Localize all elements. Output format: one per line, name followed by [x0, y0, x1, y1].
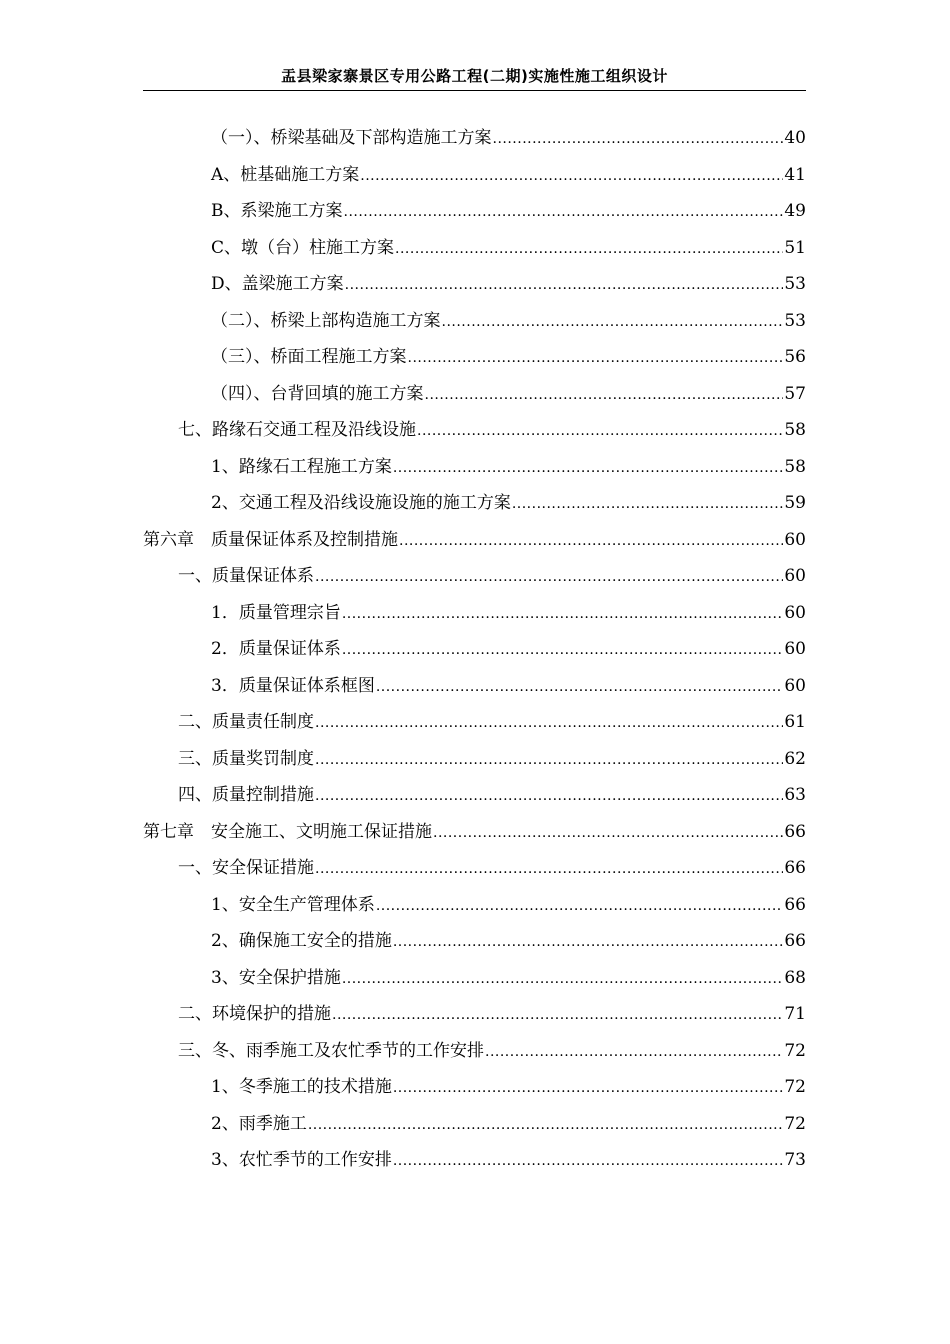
toc-entry-label: 2、交通工程及沿线设施设施的施工方案 — [211, 493, 511, 513]
toc-entry[interactable] — [143, 414, 806, 451]
toc-entry-label: 七、路缘石交通工程及沿线设施 — [178, 420, 416, 440]
toc-page-number: 72 — [784, 1040, 806, 1061]
toc-dot-leader — [315, 853, 783, 885]
toc-page-number: 72 — [784, 1077, 806, 1097]
toc-entry-label: 2、确保施工安全的措施 — [211, 931, 392, 951]
toc-entry[interactable] — [143, 1108, 806, 1145]
toc-dot-leader — [315, 780, 783, 812]
toc-dot-leader — [485, 1036, 783, 1068]
toc-entry-label: 第七章 安全施工、文明施工保证措施 — [143, 821, 432, 842]
toc-entry[interactable] — [143, 743, 806, 780]
toc-page-number: 59 — [784, 493, 806, 513]
toc-entry-label: 1．质量管理宗旨 — [211, 602, 341, 623]
toc-dot-leader — [342, 634, 784, 666]
toc-page-number: 63 — [784, 785, 806, 805]
toc-entry[interactable] — [143, 305, 806, 342]
toc-entry-label: C、墩（台）柱施工方案 — [211, 237, 395, 258]
toc-entry[interactable] — [143, 633, 806, 670]
toc-dot-leader — [417, 415, 783, 447]
toc-page-number: 60 — [784, 639, 806, 659]
toc-dot-leader — [376, 671, 784, 703]
toc-dot-leader — [315, 744, 783, 776]
toc-page-number: 61 — [784, 712, 806, 732]
toc-entry[interactable] — [143, 1144, 806, 1181]
toc-entry[interactable] — [143, 779, 806, 816]
toc-dot-leader — [393, 1145, 784, 1177]
toc-entry-label: 一、安全保证措施 — [178, 858, 314, 878]
toc-entry[interactable] — [143, 706, 806, 743]
toc-entry[interactable] — [143, 341, 806, 378]
toc-entry-label: 三、质量奖罚制度 — [178, 748, 314, 769]
toc-dot-leader — [393, 1072, 784, 1104]
toc-entry[interactable] — [143, 560, 806, 597]
toc-page-number: 60 — [784, 529, 806, 550]
toc-page-number: 53 — [784, 310, 806, 331]
toc-dot-leader — [433, 817, 783, 849]
toc-entry[interactable] — [143, 122, 806, 159]
toc-entry-label: 3、安全保护措施 — [211, 967, 341, 988]
toc-dot-leader — [425, 379, 784, 411]
toc-entry-label: 一、质量保证体系 — [178, 566, 314, 586]
toc-entry-label: （一）、桥梁基础及下部构造施工方案 — [211, 128, 492, 148]
toc-entry-label: 二、质量责任制度 — [178, 712, 314, 732]
toc-page-number: 53 — [784, 274, 806, 294]
toc-entry-label: D、盖梁施工方案 — [211, 274, 344, 294]
toc-entry-label: 1、冬季施工的技术措施 — [211, 1077, 392, 1097]
toc-entry[interactable] — [143, 962, 806, 999]
toc-entry[interactable] — [143, 487, 806, 524]
toc-entry[interactable] — [143, 378, 806, 415]
toc-entry[interactable] — [143, 597, 806, 634]
toc-page-number: 68 — [784, 967, 806, 988]
toc-page-number: 72 — [784, 1113, 806, 1134]
toc-page-number: 60 — [784, 566, 806, 586]
toc-dot-leader — [315, 707, 783, 739]
toc-dot-leader — [308, 1109, 784, 1141]
toc-dot-leader — [315, 561, 783, 593]
toc-page-number: 60 — [784, 675, 806, 696]
toc-entry-label: 1、路缘石工程施工方案 — [211, 456, 392, 477]
toc-entry[interactable] — [143, 195, 806, 232]
toc-dot-leader — [342, 963, 784, 995]
toc-entry-label: （二）、桥梁上部构造施工方案 — [211, 310, 441, 331]
toc-entry[interactable] — [143, 1035, 806, 1072]
toc-entry-label: 三、冬、雨季施工及农忙季节的工作安排 — [178, 1040, 484, 1061]
toc-entry-label: 3．质量保证体系框图 — [211, 675, 375, 696]
toc-page-number: 56 — [784, 347, 806, 367]
toc-dot-leader — [393, 452, 784, 484]
toc-page-number: 49 — [784, 201, 806, 221]
toc-entry[interactable] — [143, 451, 806, 488]
toc-entry[interactable] — [143, 232, 806, 269]
toc-entry-label: （四）、台背回填的施工方案 — [211, 383, 424, 404]
toc-entry-label: 3、农忙季节的工作安排 — [211, 1150, 392, 1170]
toc-entry[interactable] — [143, 670, 806, 707]
toc-dot-leader — [360, 160, 783, 192]
toc-dot-leader — [493, 123, 784, 155]
document-title: 盂县梁家寨景区专用公路工程(二期)实施性施工组织设计 — [281, 67, 668, 85]
toc-page-number: 66 — [784, 858, 806, 878]
page-header — [143, 66, 806, 91]
toc-dot-leader — [345, 269, 784, 301]
toc-page-number: 57 — [784, 383, 806, 404]
toc-entry[interactable] — [143, 1071, 806, 1108]
toc-page-number: 58 — [784, 420, 806, 440]
toc-dot-leader — [512, 488, 784, 520]
toc-entry[interactable] — [143, 816, 806, 853]
toc-entry-label: 第六章 质量保证体系及控制措施 — [143, 529, 398, 550]
toc-page-number: 60 — [784, 602, 806, 623]
toc-entry-label: A、桩基础施工方案 — [211, 164, 360, 185]
table-of-contents — [143, 122, 806, 1181]
toc-page-number: 51 — [784, 237, 806, 258]
toc-dot-leader — [408, 342, 784, 374]
toc-page-number: 66 — [784, 931, 806, 951]
toc-entry-label: 二、环境保护的措施 — [178, 1004, 331, 1024]
toc-dot-leader — [344, 196, 784, 228]
toc-entry[interactable] — [143, 925, 806, 962]
toc-page-number: 58 — [784, 456, 806, 477]
toc-page-number: 66 — [784, 894, 806, 915]
toc-dot-leader — [342, 598, 784, 630]
toc-entry-label: 四、质量控制措施 — [178, 785, 314, 805]
toc-dot-leader — [376, 890, 784, 922]
toc-dot-leader — [399, 525, 783, 557]
toc-entry-label: 2、雨季施工 — [211, 1113, 307, 1134]
toc-entry[interactable] — [143, 524, 806, 561]
toc-page-number: 62 — [784, 748, 806, 769]
toc-page-number: 73 — [784, 1150, 806, 1170]
toc-entry-label: （三）、桥面工程施工方案 — [211, 347, 407, 367]
toc-dot-leader — [393, 926, 784, 958]
toc-page-number: 66 — [784, 821, 806, 842]
toc-dot-leader — [442, 306, 784, 338]
toc-entry[interactable] — [143, 998, 806, 1035]
toc-entry-label: 2．质量保证体系 — [211, 639, 341, 659]
toc-page-number: 41 — [784, 164, 806, 185]
toc-entry-label: 1、安全生产管理体系 — [211, 894, 375, 915]
toc-entry-label: B、系梁施工方案 — [211, 201, 343, 221]
toc-dot-leader — [395, 233, 783, 265]
toc-page-number: 71 — [784, 1004, 806, 1024]
toc-page-number: 40 — [784, 128, 806, 148]
toc-entry[interactable] — [143, 159, 806, 196]
toc-dot-leader — [332, 999, 783, 1031]
toc-entry[interactable] — [143, 268, 806, 305]
toc-entry[interactable] — [143, 852, 806, 889]
toc-entry[interactable] — [143, 889, 806, 926]
